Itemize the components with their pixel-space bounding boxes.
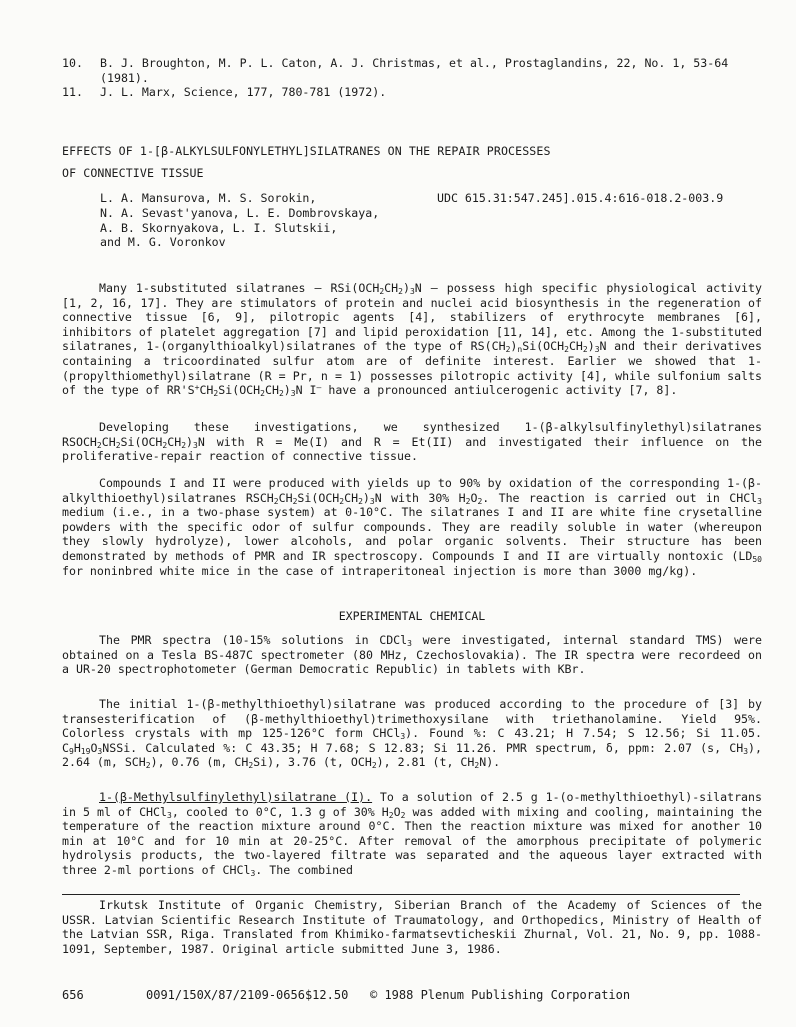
section-heading-block (62, 609, 762, 624)
article-code: 0091/150X/87/2109-0656$12.50 (146, 988, 349, 1002)
section-heading: EXPERIMENTAL CHEMICAL (338, 609, 486, 623)
page-number: 656 (62, 988, 84, 1002)
paragraph-text: Many 1-substituted silatranes – $RSi(OCH_2CH_2)_3N$ – possess high specific physiological activity [1, 2, 16, 17]. They are stimulators of protein and nuclei acid biosynthesis in the regeneration of connective tissue [6, 9], pilotropic agents [4], stabilizers of erythrocyte membranes [6], inhibitors of platelet aggregation [7] and lipid peroxidation [11, 14], etc. Among the 1-substituted silatranes, 1-(organylthioalkyl)silatranes of the type of $RS(CH_2)_nSi(OCH_2CH_2)_3N$ and their derivatives containing a tricoordinated sulfur atom are of definite interest. Earlier we showed that 1-(propylthiomethyl)silatrane (R = Pr, n = 1) possesses pilotropic activity [4], while sulfonium salts of the type of $RR'S^+CH_2Si(OCH_2CH_2)_3N$ I– have a pronounced antiulcerogenic activity [7, 8]. (62, 281, 762, 399)
author-line: and M. G. Voronkov (100, 235, 226, 250)
affiliation-footnote (62, 898, 762, 956)
author-line: N. A. Sevast'yanova, L. E. Dombrovskaya, (100, 205, 380, 220)
footnote-divider (62, 894, 740, 895)
footnote-text: Irkutsk Institute of Organic Chemistry, Siberian Branch of the Academy of Sciences of the USSR. Latvian Scientific Research Institute of Traumatology, and Orthopedics, Ministry of Health of the Latvian SSR, Riga. Translated from Khimiko-farmatsevticheskii Zhurnal, Vol. 21, No. 9, pp. 1088-1091, September, 1987. Original article submitted June 3, 1986. (62, 898, 762, 956)
copyright-notice: © 1988 Plenum Publishing Corporation (370, 988, 631, 1002)
udc-code: UDC 615.31:547.245].015.4:616-018.2-003.9 (437, 191, 724, 205)
author-list (100, 191, 430, 250)
reference-number: 10. (62, 56, 83, 70)
body-paragraph (62, 790, 762, 878)
body-paragraph (62, 697, 762, 770)
article-title-line: EFFECTS OF 1-[β-ALKYLSULFONYLETHYL]SILATRANES ON THE REPAIR PROCESSES (62, 144, 551, 158)
paragraph-text: The initial 1-(β-methylthioethyl)silatrane was produced according to the procedure of [3] by transesterification of (β-methylthioethyl)trimethoxysilane with triethanolamine. Yield 95%. Colorless crystals with mp 125-126°C form CHCl$_3$). Found %: C 43.21; H 7.54; S 12.56; Si 11.05. $C_9H_{19}O_3NSSi$. Calculated %: C 43.35; H 7.68; S 12.83; Si 11.26. PMR spectrum, δ, ppm: 2.07 (s, $CH_3$), 2.64 (m, $SCH_2$), 0.76 (m, $CH_2Si$), 3.76 (t, $OCH_2$), 2.81 (t, $CH_2N$). (62, 697, 762, 771)
reference-text: J. L. Marx, Science, 177, 780-781 (1972). (100, 85, 387, 100)
paragraph-text: The PMR spectra (10-15% solutions in CDCl$_3$ were investigated, internal standard TMS) were obtained on a Tesla BS-487C spectrometer (80 MHz, Czechoslovakia). The IR spectra were recordeed on a UR-20 spectrophotometer (German Democratic Republic) in tablets with KBr. (62, 633, 763, 677)
reference-item (62, 56, 762, 85)
reference-number: 11. (62, 85, 83, 100)
body-paragraph (62, 633, 762, 677)
paragraph-text: Developing these investigations, we synthesized 1-(β-alkylsulfinylethyl)silatranes $RSOCH_2CH_2Si(OCH_2CH_2)_3N$ with R = Me(I) and R = Et(II) and investigated their influence on the proliferative-repair reaction of connective tissue. (62, 420, 762, 464)
paragraph-text: Compounds I and II were produced with yields up to 90% by oxidation of the corresponding 1-(β-alkylthioethyl)silatranes $RSCH_2CH_2Si(OCH_2CH_2)_3N$ with 30% $H_2O_2$. The reaction is carried out in CHCl$_3$ medium (i.e., in a two-phase system) at 0-10°C. The silatranes I and II are white fine crysetalline powders with the specific odor of sulfur compounds. They are readily soluble in water (whereupon they slowly hydrolyze), lower alcohols, and polar organic solvents. Their structure has been demonstrated by methods of PMR and IR spectroscopy. Compounds I and II are virtually nontoxic ($LD_{50}$ for noninbred white mice in the case of intraperitoneal injection is more than 3000 mg/kg). (62, 476, 762, 578)
body-paragraph (62, 420, 762, 464)
compound-heading: 1-(β-Methylsulfinylethyl)silatrane (I). (99, 790, 373, 804)
article-title (62, 140, 752, 184)
paragraph-text: 1-(β-Methylsulfinylethyl)silatrane (I). To a solution of 2.5 g 1-(o-methylthioethyl)-silatrans in 5 ml of CHCl$_3$, cooled to 0°C, 1.3 g of 30% $H_2O_2$ was added with mixing and cooling, maintaining the temperature of the reaction mixture around 0°C. Then the reaction mixture was mixed for another 10 min at 10°C and for 10 min at 20-25°C. After removal of the amorphous precipitate of polymeric hydrolysis products, the two-layered filtrate was separated and the aqueous layer extracted with three 2-ml portions of CHCl$_3$. The combined (62, 790, 763, 878)
reference-list (62, 56, 762, 100)
body-paragraph (62, 476, 762, 578)
reference-item (62, 85, 762, 100)
body-paragraph (62, 281, 762, 398)
author-line: A. B. Skornyakova, L. I. Slutskii, (100, 220, 338, 235)
reference-text: B. J. Broughton, M. P. L. Caton, A. J. Christmas, et al., Prostaglandins, 22, No. 1, 53-64 (1981). (100, 56, 729, 85)
author-line: L. A. Mansurova, M. S. Sorokin, (100, 191, 317, 205)
article-title-line: OF CONNECTIVE TISSUE (62, 166, 204, 180)
